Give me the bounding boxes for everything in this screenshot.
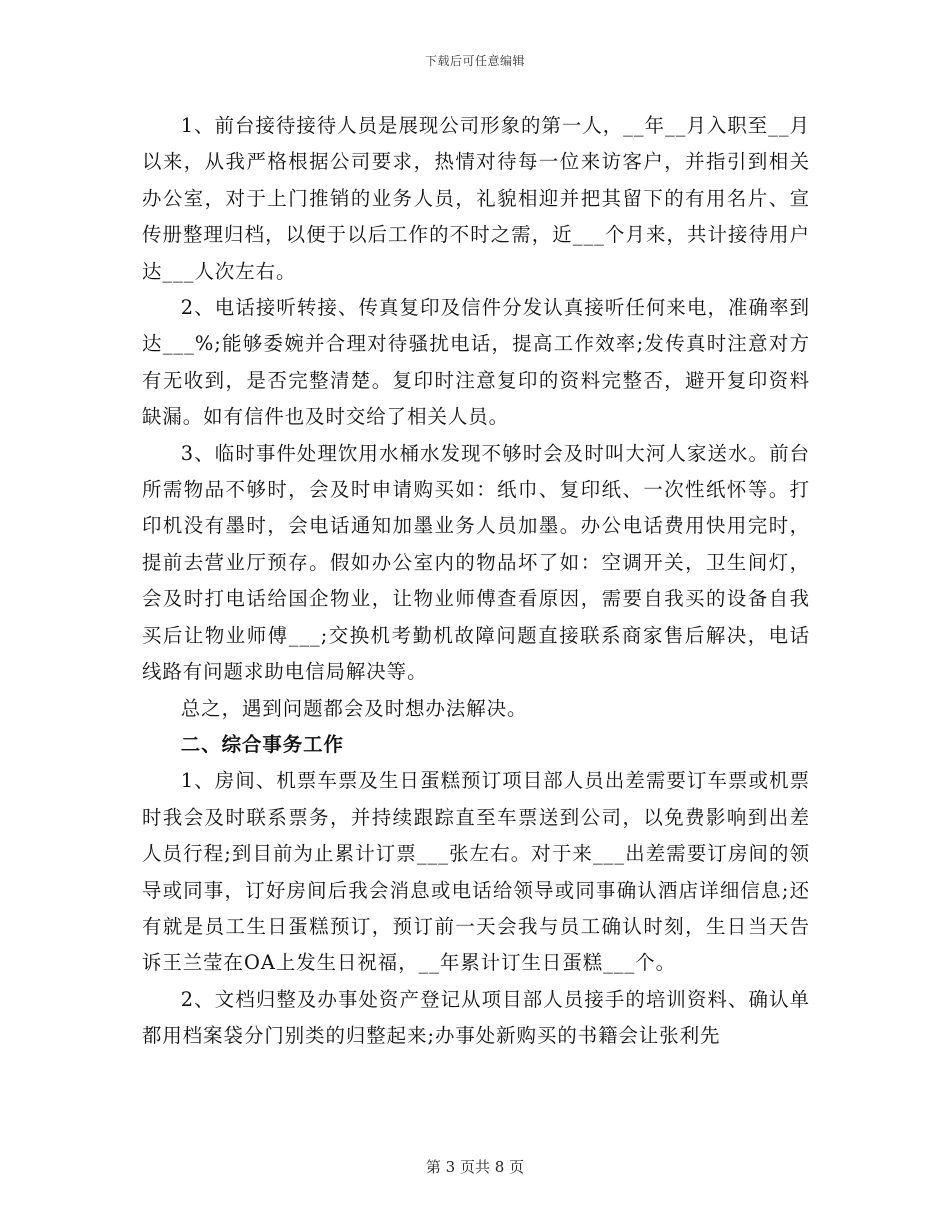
paragraph-summary: 总之，遇到问题都会及时想办法解决。 bbox=[180, 696, 528, 720]
paragraph-temporary-events: 3、临时事件处理饮用水桶水发现不够时会及时叫大河人家送水。前台所需物品不够时，会及时申请购买如：纸巾、复印纸、一次性纸怀等。打印机没有墨时，会电话通知加墨业务人员加墨。办公电话费用快用完时，提前去营业厅预存。假如办公室内的物品坏了如：空调开关，卫生间灯，会及时打电话给国企物业，让物业师傅查看原因，需要自我买的设备自我买后让物业师傅___;交换机考勤机故障问题直接联系商家售后解决，电话线路有问题求助电信局解决等。 bbox=[142, 441, 810, 684]
paragraph-archiving: 2、文档归整及办事处资产登记从项目部人员接手的培训资料、确认单都用档案袋分门别类的归整起来;办事处新购买的书籍会让张利先 bbox=[142, 987, 810, 1048]
page-footer: 第 3 页共 8 页 bbox=[425, 1158, 525, 1176]
paragraph-reception: 1、前台接待接待人员是展现公司形象的第一人，__年__月入职至__月以来，从我严格根据公司要求，热情对待每一位来访客户，并指引到相关办公室，对于上门推销的业务人员，礼貌相迎并把其留下的有用名片、宣传册整理归档，以便于以后工作的不时之需，近___个月来，共计接待用户达___人次左右。 bbox=[142, 114, 810, 283]
document-body bbox=[142, 108, 810, 1055]
page-header: 下载后可任意编辑 bbox=[424, 54, 525, 68]
paragraph-phone-fax: 2、电话接听转接、传真复印及信件分发认真接听任何来电，准确率到达___%;能够委婉并合理对待骚扰电话，提高工作效率;发传真时注意对方有无收到，是否完整清楚。复印时注意复印的资料完整否，避开复印资料缺漏。如有信件也及时交给了相关人员。 bbox=[142, 296, 810, 429]
paragraph-bookings: 1、房间、机票车票及生日蛋糕预订项目部人员出差需要订车票或机票时我会及时联系票务，并持续跟踪直至车票送到公司，以免费影响到出差人员行程;到目前为止累计订票___张左右。对于来___出差需要订房间的领导或同事，订好房间后我会消息或电话给领导或同事确认酒店详细信息;还有就是员工生日蛋糕预订，预订前一天会我与员工确认时刻，生日当天告诉王兰莹在OA上发生日祝福，__年累计订生日蛋糕___个。 bbox=[142, 769, 810, 975]
section-heading-general-affairs: 二、综合事务工作 bbox=[180, 732, 344, 756]
